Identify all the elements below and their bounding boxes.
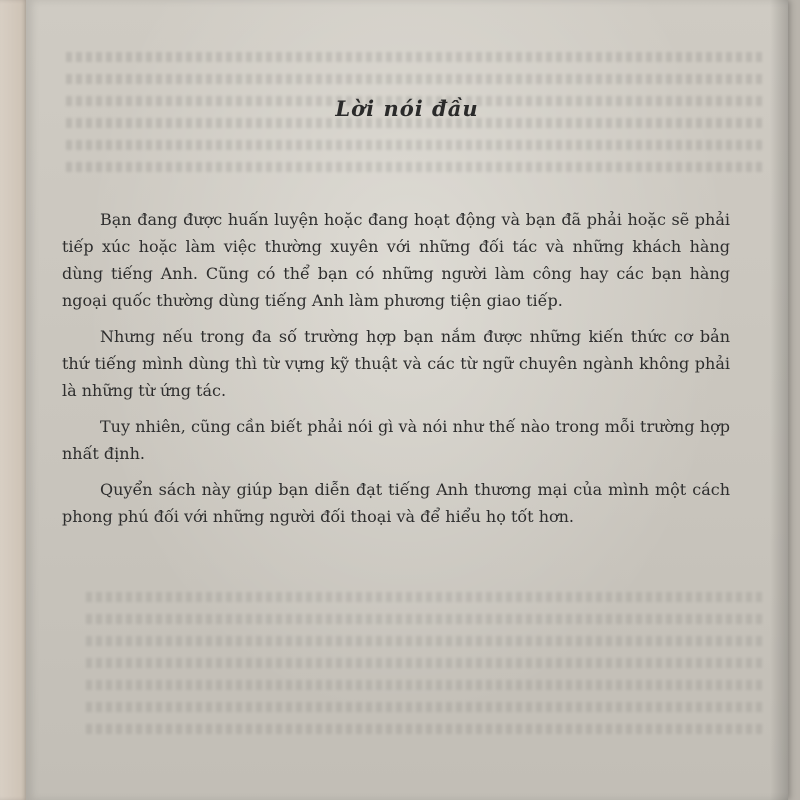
body-text bbox=[62, 206, 730, 539]
page-edge-shadow bbox=[770, 0, 788, 800]
paragraph: Tuy nhiên, cũng cần biết phải nói gì và nói như thế nào trong mỗi trường hợp nhất định. bbox=[62, 417, 730, 463]
book-page bbox=[26, 0, 788, 800]
page-title: Lời nói đầu bbox=[335, 96, 479, 121]
paragraph: Bạn đang được huấn luyện hoặc đang hoạt động và bạn đã phải hoặc sẽ phải tiếp xúc hoặc làm việc thường xuyên với những đối tác và những khách hàng dùng tiếng Anh. Cũng có thể bạn có những người làm công hay các bạn hàng ngoại quốc thường dùng tiếng Anh làm phương tiện giao tiếp. bbox=[62, 210, 730, 310]
paragraph: Nhưng nếu trong đa số trường hợp bạn nắm được những kiến thức cơ bản thứ tiếng mình dùng thì từ vựng kỹ thuật và các từ ngữ chuyên ngành không phải là những từ ứng tác. bbox=[62, 327, 730, 400]
paragraph: Quyển sách này giúp bạn diễn đạt tiếng Anh thương mại của mình một cách phong phú đối với những người đối thoại và để hiểu họ tốt hơn. bbox=[62, 480, 730, 526]
show-through-text-bottom bbox=[86, 580, 766, 780]
